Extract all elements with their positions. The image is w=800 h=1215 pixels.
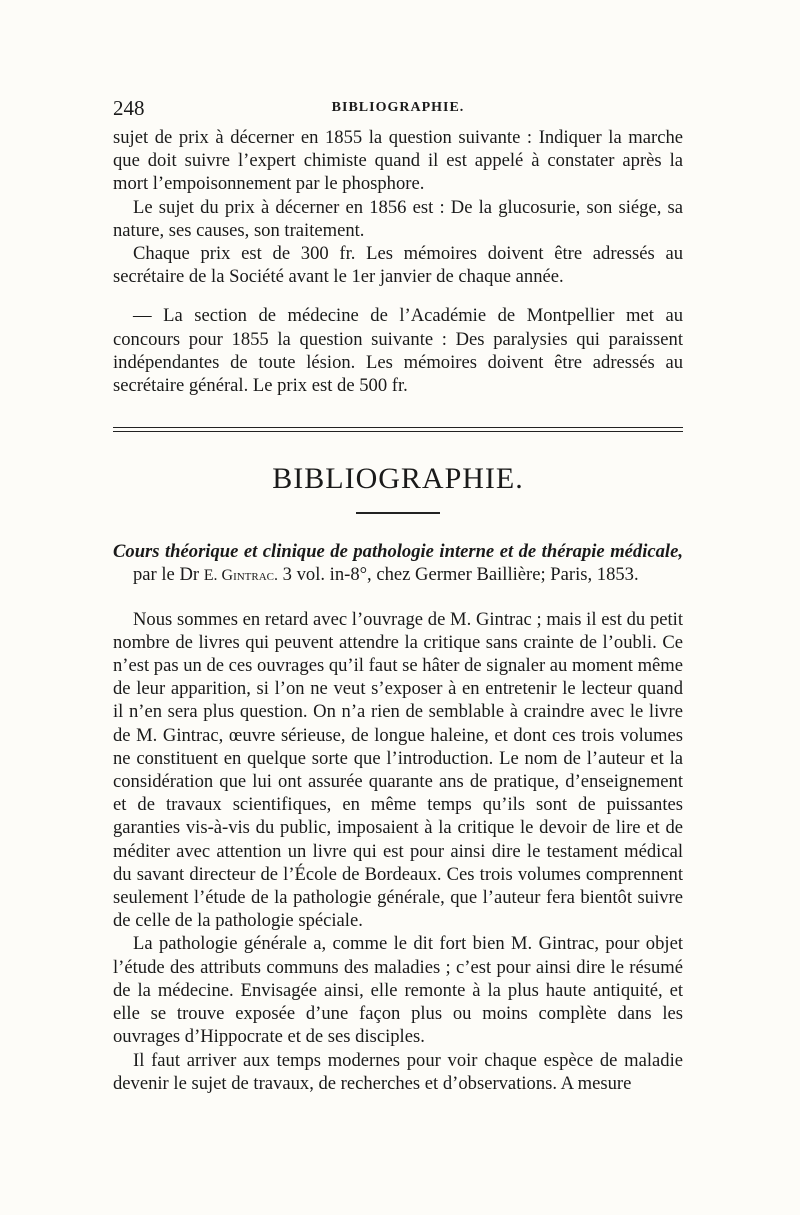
running-title: BIBLIOGRAPHIE.: [331, 100, 465, 115]
book-by: par le Dr: [133, 564, 204, 586]
prize-paragraph-1: sujet de prix à décerner en 1855 la question suivante : Indiquer la marche que doit suivre l’expert chimiste quand il est appelé à constater après la mort l’empoisonnement par le phosphore.: [113, 127, 683, 195]
prize-paragraph-2: Le sujet du prix à décerner en 1856 est : De la glucosurie, son siége, sa nature, ses causes, son traitement.: [113, 196, 683, 241]
page-number: 248: [113, 96, 145, 120]
document-page: [113, 96, 683, 1095]
book-author: E. Gintrac.: [203, 567, 279, 585]
prize-paragraph-3: Chaque prix est de 300 fr. Les mémoires doivent être adressés au secrétaire de la Société avant le 1er janvier de chaque année.: [113, 243, 683, 288]
review-paragraph-2: La pathologie générale a, comme le dit fort bien M. Gintrac, pour objet l’étude des attributs communs des maladies ; c’est pour ainsi dire le résumé de la médecine. Envisagée ainsi, elle remonte à la plus haute antiquité, et elle se trouve exposée d’une façon plus ou moins complète dans les ouvrages d’Hippocrate et de ses disciples.: [113, 933, 683, 1048]
book-title: Cours théorique et clinique de pathologie interne et de thérapie médicale,: [113, 541, 683, 563]
section-divider: [113, 427, 683, 432]
book-reference: [113, 540, 683, 587]
running-header: [113, 96, 683, 126]
review-paragraph-1: Nous sommes en retard avec l’ouvrage de M. Gintrac ; mais il est du petit nombre de livres qui peuvent attendre la critique sans crainte de l’oubli. Ce n’est pas un de ces ouvrages qu’il faut se hâter de signaler au moment même de leur apparition, si l’on ne veut s’exposer à en entretenir le lecteur quand il n’en sera plus question. On n’a rien de semblable à craindre avec le livre de M. Gintrac, œuvre sérieuse, de longue haleine, et dont ces trois volumes ne constituent en quelque sorte que l’introduction. Le nom de l’auteur et la considération que lui ont assurée quarante ans de pratique, d’enseignement et de travaux scientifiques, en même temps qu’ils sont de puissantes garanties vis-à-vis du public, imposaient à la critique le devoir de lire et de méditer avec attention un livre qui est pour ainsi dire le testament médical du savant directeur de l’École de Bordeaux. Ces trois volumes comprennent seulement l’étude de la pathologie générale, que l’auteur fera bientôt suivre de celle de la pathologie spéciale.: [113, 608, 684, 932]
title-underline: [356, 512, 440, 514]
book-details: 3 vol. in-8°, chez Germer Baillière; Paris, 1853.: [278, 564, 639, 586]
montpellier-paragraph: — La section de médecine de l’Académie de Montpellier met au concours pour 1855 la question suivante : Des paralysies qui paraissent indépendantes de toute lésion. Les mémoires doivent être adressés au secrétaire général. Le prix est de 500 fr.: [113, 305, 683, 397]
review-paragraph-3: Il faut arriver aux temps modernes pour voir chaque espèce de maladie devenir le sujet de travaux, de recherches et d’observations. A mesure: [113, 1049, 683, 1094]
section-title: BIBLIOGRAPHIE.: [272, 462, 524, 496]
